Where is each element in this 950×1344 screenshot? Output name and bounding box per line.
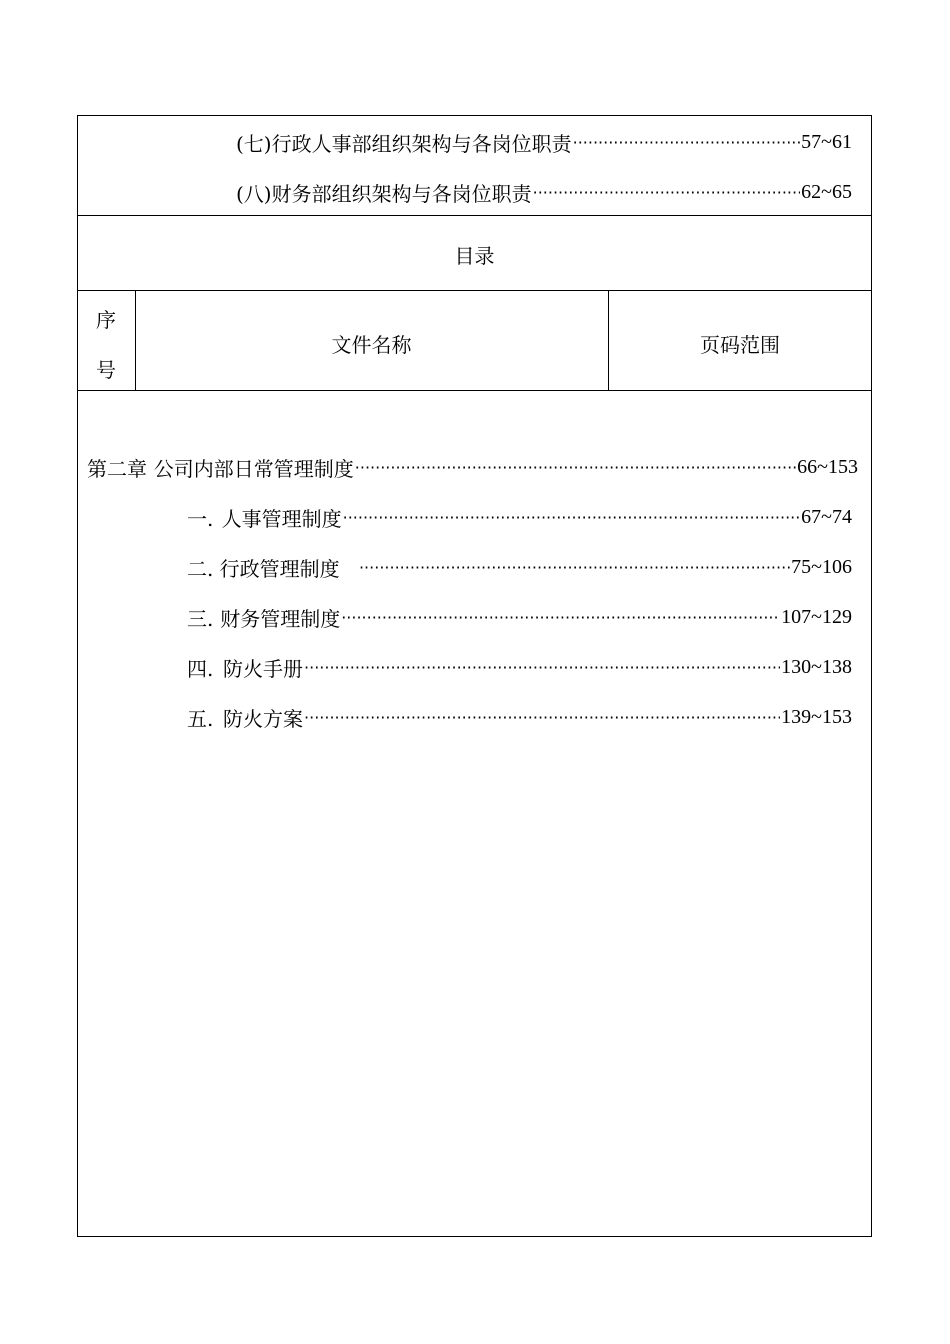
toc-chapter-2[interactable]	[87, 453, 858, 481]
leader-dots	[341, 608, 780, 627]
entry-title: 财务管理制度	[220, 606, 341, 631]
entry-number: (七)	[236, 131, 272, 156]
toc-entry-2[interactable]	[187, 553, 852, 581]
entry-title: 防火手册	[223, 656, 304, 681]
entry-number: 三.	[187, 606, 214, 631]
toc-entry-7[interactable]	[236, 128, 852, 156]
toc-entry-1[interactable]	[187, 503, 852, 531]
leader-dots	[355, 458, 796, 477]
leader-dots	[359, 558, 790, 577]
toc-entry-3[interactable]	[187, 603, 852, 631]
seq-header-char1: 序	[96, 308, 116, 332]
entry-number: (八)	[236, 181, 272, 206]
entry-pages: 57~61	[801, 130, 852, 153]
toc-entry-4[interactable]	[187, 653, 852, 681]
entry-pages: 107~129	[781, 605, 852, 628]
seq-header-char2: 号	[96, 358, 116, 382]
chapter-label: 第二章	[87, 456, 147, 481]
leader-dots	[304, 708, 780, 727]
divider-top-section	[78, 215, 871, 216]
leader-dots	[533, 183, 801, 202]
entry-title: 财务部组织架构与各岗位职责	[271, 181, 532, 206]
entry-pages: 67~74	[801, 505, 852, 528]
entry-number: 一.	[187, 506, 214, 531]
leader-dots	[573, 133, 801, 152]
entry-number: 四.	[187, 656, 214, 681]
page-range-header: 页码范围	[700, 333, 780, 357]
toc-entry-5[interactable]	[187, 703, 852, 731]
divider-toc-heading	[78, 290, 871, 291]
toc-heading: 目录	[454, 244, 495, 268]
chapter-title: 公司内部日常管理制度	[153, 456, 354, 481]
entry-title: 防火方案	[223, 706, 304, 731]
divider-table-header	[78, 390, 871, 391]
entry-pages: 130~138	[781, 655, 852, 678]
entry-number: 二.	[187, 556, 214, 581]
leader-dots	[343, 508, 801, 527]
toc-entry-8[interactable]	[236, 178, 852, 206]
file-name-header: 文件名称	[331, 333, 412, 357]
leader-dots	[304, 658, 780, 677]
entry-title: 行政人事部组织架构与各岗位职责	[271, 131, 572, 156]
entry-pages: 75~106	[791, 555, 852, 578]
entry-title: 人事管理制度	[221, 506, 342, 531]
chapter-pages: 66~153	[797, 455, 858, 478]
entry-number: 五.	[187, 706, 214, 731]
entry-pages: 139~153	[781, 705, 852, 728]
entry-title: 行政管理制度	[219, 556, 346, 581]
entry-pages: 62~65	[801, 180, 852, 203]
